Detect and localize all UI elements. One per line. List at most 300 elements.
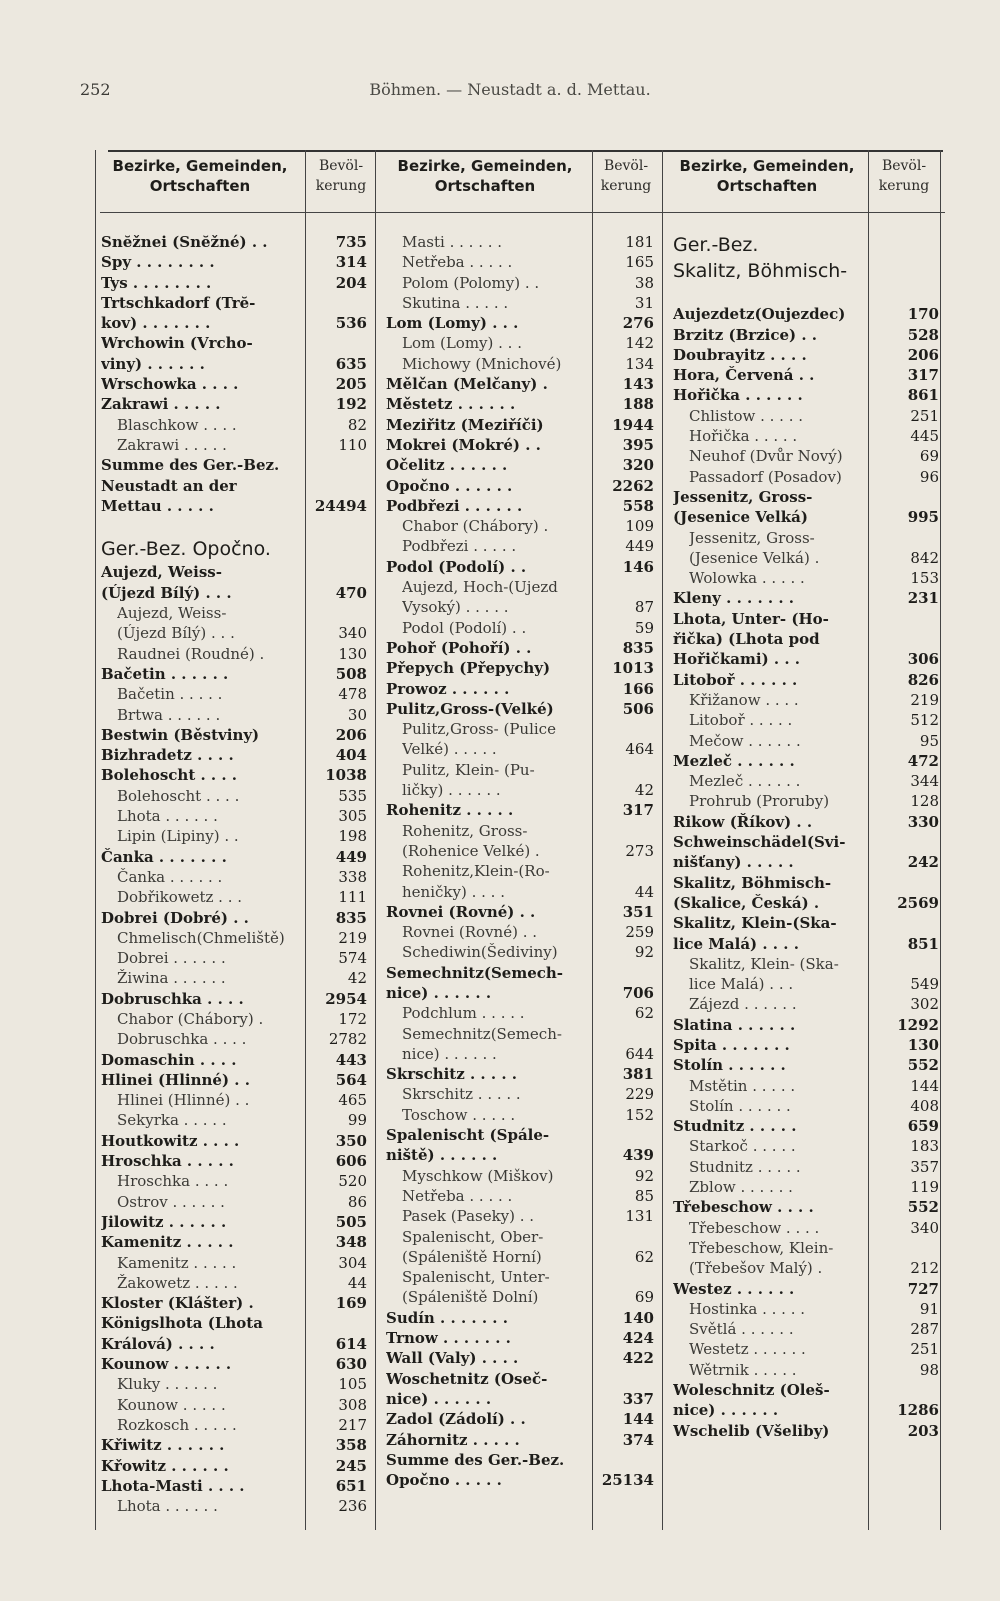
place-name: heničky) . . . .: [402, 882, 505, 901]
place-name: ličky) . . . . . .: [402, 781, 501, 800]
place-name: niště) . . . . . .: [386, 1146, 498, 1165]
table-row: [95, 374, 375, 394]
table-row: [667, 771, 945, 791]
table-row: [95, 603, 375, 623]
population-value: 204: [335, 273, 367, 292]
place-name: Neustadt an der: [101, 476, 237, 495]
header-name: Bezirke, Gemeinden, Ortschaften: [112, 157, 288, 195]
place-name: Bolehoscht . . . .: [101, 766, 238, 785]
place-name: Skrschitz . . . . .: [386, 1065, 517, 1084]
table-row: [95, 765, 375, 785]
table-row: [667, 1136, 945, 1156]
table-row: [380, 679, 662, 699]
population-value: 552: [907, 1056, 939, 1075]
place-name: nice) . . . . . .: [673, 1401, 779, 1420]
population-value: 644: [625, 1044, 654, 1063]
place-name: Myschkow (Miškov): [402, 1166, 554, 1185]
column-rule: [662, 150, 663, 1530]
table-row: [667, 325, 945, 345]
place-name: lice Malá) . . . .: [673, 934, 799, 953]
table-row: [667, 1157, 945, 1177]
population-value: 449: [625, 537, 654, 556]
table-row: [95, 1496, 375, 1516]
table-row: [667, 406, 945, 426]
place-name: Kamenitz . . . . .: [101, 1233, 234, 1252]
population-value: 130: [907, 1035, 939, 1054]
place-name: Zakrawi . . . . .: [117, 435, 227, 454]
population-value: 443: [335, 1050, 367, 1069]
place-name: Brzitz (Brzice) . .: [673, 325, 818, 344]
place-name: Bestwin (Běstviny): [101, 725, 260, 744]
table-row: [380, 1430, 662, 1450]
population-value: 338: [338, 867, 367, 886]
population-value: 340: [338, 624, 367, 643]
table-row: [380, 435, 662, 455]
population-value: 142: [625, 334, 654, 353]
population-value: 143: [622, 375, 654, 394]
table-row: [95, 989, 375, 1009]
table-row: [667, 994, 945, 1014]
table-row: [95, 1110, 375, 1130]
population-value: 42: [634, 781, 654, 800]
population-value: 229: [625, 1085, 654, 1104]
header-name: Bezirke, Gemeinden, Ortschaften: [679, 157, 855, 195]
place-name: Semechnitz(Semech-: [402, 1024, 562, 1043]
table-row: [380, 1308, 662, 1328]
place-name: Křowitz . . . . . .: [101, 1456, 229, 1475]
table-row: [380, 638, 662, 658]
column-rows: [380, 232, 662, 1490]
population-value: 231: [907, 589, 939, 608]
column-rows: [95, 232, 375, 1516]
table-row: [95, 745, 375, 765]
table-row: [667, 751, 945, 771]
table-row: [667, 1258, 945, 1278]
table-row: [667, 1055, 945, 1075]
place-name: Wall (Valy) . . . .: [386, 1349, 519, 1368]
place-name: Dobřikowetz . . .: [117, 888, 243, 907]
table-row: [667, 791, 945, 811]
population-value: 219: [910, 690, 939, 709]
table-row: [380, 1409, 662, 1429]
place-name: Summe des Ger.-Bez.: [101, 456, 280, 475]
table-row: [95, 948, 375, 968]
table-row: [667, 1015, 945, 1035]
population-value: 408: [910, 1096, 939, 1115]
population-value: 535: [338, 786, 367, 805]
place-name: Čanka . . . . . .: [117, 867, 223, 886]
place-name: Passadorf (Posadov): [689, 467, 842, 486]
place-name: Jessenitz, Gross-: [673, 487, 813, 506]
population-value: 558: [622, 496, 654, 515]
place-name: Spalenischt, Unter-: [402, 1268, 550, 1287]
place-name: Trtschkadorf (Trĕ-: [101, 293, 256, 312]
table-row: [95, 1192, 375, 1212]
place-name: Dobrei . . . . . .: [117, 949, 226, 968]
table-row: [667, 731, 945, 751]
place-name: Městetz . . . . . .: [386, 395, 516, 414]
table-row: [380, 1206, 662, 1226]
population-value: 395: [622, 435, 654, 454]
table-row: [95, 1273, 375, 1293]
table-row: [95, 394, 375, 414]
place-name: Přepych (Přepychy): [386, 659, 551, 678]
table-row: [95, 1050, 375, 1070]
table-row: [95, 1070, 375, 1090]
place-name: Masti . . . . . .: [402, 233, 503, 251]
place-name: Pohoř (Pohoří) . .: [386, 638, 532, 657]
table-row: [95, 1374, 375, 1394]
place-name: Mokrei (Mokré) . .: [386, 435, 541, 454]
population-value: 206: [907, 345, 939, 364]
place-name: kov) . . . . . . .: [101, 314, 211, 333]
place-name: Doubrayitz . . . .: [673, 345, 807, 364]
place-name: Wětrnik . . . . .: [689, 1360, 797, 1379]
table-row: [667, 1299, 945, 1319]
place-name: Králová) . . . .: [101, 1334, 215, 1353]
population-value: 381: [622, 1065, 654, 1084]
population-value: 146: [622, 557, 654, 576]
population-value: 144: [910, 1076, 939, 1095]
table-row: [667, 954, 945, 974]
population-value: 320: [622, 456, 654, 475]
table-row: [667, 893, 945, 913]
table-row: [380, 333, 662, 353]
population-value: 317: [907, 366, 939, 385]
population-value: 245: [335, 1456, 367, 1475]
place-name: Polom (Polomy) . .: [402, 273, 540, 292]
table-row: [667, 385, 945, 405]
place-name: Hlinei (Hlinné) . .: [101, 1070, 250, 1089]
place-name: Semechnitz(Semech-: [386, 963, 564, 982]
population-value: 706: [622, 983, 654, 1002]
population-value: 424: [622, 1329, 654, 1348]
place-name: Schweinschädel(Svi-: [673, 833, 846, 852]
place-name: Chabor (Chábory) .: [117, 1009, 264, 1028]
population-value: 508: [335, 664, 367, 683]
header-population: Bevöl- kerung: [600, 158, 652, 194]
population-value: 206: [335, 725, 367, 744]
place-name: Wrschowka . . . .: [101, 375, 239, 394]
place-name: Dobruschka . . . .: [117, 1030, 247, 1049]
table-row: [380, 800, 662, 820]
place-name: Žiwina . . . . . .: [117, 969, 226, 988]
place-name: Rikow (Říkov) . .: [673, 812, 813, 831]
table-row: [667, 284, 945, 304]
table-row: [667, 365, 945, 385]
population-value: 574: [338, 949, 367, 968]
population-value: 374: [622, 1430, 654, 1449]
table-row: [95, 1151, 375, 1171]
place-name: Jilowitz . . . . . .: [101, 1212, 227, 1231]
place-name: Blaschkow . . . .: [117, 415, 237, 434]
population-value: 131: [625, 1207, 654, 1226]
table-row: [667, 609, 945, 629]
place-name: Kounow . . . . . .: [101, 1355, 232, 1374]
table-row: [95, 273, 375, 293]
place-name: Sekyrka . . . . .: [117, 1111, 227, 1130]
place-name: Meziřitz (Meziříči): [386, 415, 544, 434]
table-row: [95, 1476, 375, 1496]
population-value: 520: [338, 1172, 367, 1191]
place-name: Lhota, Unter- (Ho-: [673, 609, 829, 628]
table-row: [667, 467, 945, 487]
place-name: (Jesenice Velká) .: [689, 548, 820, 567]
population-value: 350: [335, 1131, 367, 1150]
column-rule: [375, 150, 376, 1530]
table-row: [380, 1287, 662, 1307]
population-value: 205: [335, 375, 367, 394]
place-name: Woschetnitz (Oseč-: [386, 1369, 548, 1388]
table-row: [667, 934, 945, 954]
place-name: Aujezd, Hoch-(Ujezd: [402, 578, 558, 597]
place-name: (Spáleniště Dolní): [402, 1288, 539, 1307]
place-name: Mezleč . . . . . .: [689, 772, 801, 791]
table-row: [95, 232, 375, 252]
population-value: 536: [335, 314, 367, 333]
column-1: [95, 150, 375, 1540]
table-row: [667, 690, 945, 710]
population-value: 835: [335, 908, 367, 927]
table-row: [667, 974, 945, 994]
table-row: [667, 852, 945, 872]
table-row: [95, 536, 375, 562]
place-name: nice) . . . . . .: [402, 1044, 497, 1063]
table-row: [95, 1212, 375, 1232]
table-row: [667, 528, 945, 548]
place-name: Pulitz, Klein- (Pu-: [402, 760, 535, 779]
population-value: 1038: [325, 766, 367, 785]
table-row: [667, 568, 945, 588]
population-value: 276: [622, 314, 654, 333]
place-name: Hroschka . . . .: [117, 1172, 229, 1191]
table-row: [95, 968, 375, 988]
table-row: [380, 1044, 662, 1064]
population-value: 153: [910, 569, 939, 588]
table-row: [380, 536, 662, 556]
place-name: Kounow . . . . .: [117, 1395, 226, 1414]
table-row: [380, 1450, 662, 1470]
population-value: 445: [910, 427, 939, 446]
population-value: 170: [907, 305, 939, 324]
place-name: Třebeschow . . . .: [673, 1198, 814, 1217]
table-row: [95, 516, 375, 536]
place-name: Skalitz, Klein- (Ska-: [689, 954, 839, 973]
place-name: Podol (Podolí) . .: [386, 557, 527, 576]
table-row: [380, 354, 662, 374]
place-name: Spalenischt, Ober-: [402, 1227, 544, 1246]
population-value: 337: [622, 1389, 654, 1408]
table-row: [380, 861, 662, 881]
place-name: Čanka . . . . . . .: [101, 847, 227, 866]
place-name: Velké) . . . . .: [402, 740, 497, 759]
table-row: [95, 1090, 375, 1110]
table-row: [95, 415, 375, 435]
table-row: [95, 867, 375, 887]
table-row: [95, 887, 375, 907]
population-value: 217: [338, 1415, 367, 1434]
table-row: [380, 1084, 662, 1104]
population-value: 2954: [325, 989, 367, 1008]
district-heading: Skalitz, Böhmisch-: [673, 260, 848, 282]
place-name: Stolín . . . . . .: [689, 1096, 791, 1115]
place-name: Summe des Ger.-Bez.: [386, 1450, 565, 1469]
table-row: [380, 476, 662, 496]
table-row: [667, 1380, 945, 1400]
table-row: [667, 345, 945, 365]
table-row: [95, 1395, 375, 1415]
table-row: [667, 1421, 945, 1441]
place-name: Mečow . . . . . .: [689, 731, 801, 750]
population-value: 308: [338, 1395, 367, 1414]
population-value: 287: [910, 1320, 939, 1339]
table-row: [667, 258, 945, 284]
place-name: Toschow . . . . .: [402, 1105, 516, 1124]
population-value: 330: [907, 812, 939, 831]
table-row: [380, 232, 662, 252]
population-value: 85: [634, 1186, 654, 1205]
population-value: 181: [625, 233, 654, 251]
place-name: Lhota . . . . . .: [117, 1497, 218, 1516]
district-heading: Ger.-Bez.: [673, 234, 759, 256]
population-value: 172: [338, 1009, 367, 1028]
population-value: 1944: [612, 415, 654, 434]
table-row: [95, 1131, 375, 1151]
table-row: [667, 629, 945, 649]
place-name: řička) (Lhota pod: [673, 630, 820, 649]
population-value: 110: [338, 435, 367, 454]
table-row: [380, 902, 662, 922]
place-name: Aujezd, Weiss-: [101, 563, 222, 582]
table-row: [380, 760, 662, 780]
population-value: 24494: [314, 496, 367, 515]
column-2: [380, 150, 662, 1540]
table-row: [95, 1313, 375, 1333]
header-population: Bevöl- kerung: [315, 158, 367, 194]
place-name: Zájezd . . . . . .: [689, 995, 797, 1014]
population-value: 212: [910, 1259, 939, 1278]
population-value: 25134: [601, 1471, 654, 1490]
place-name: (Újezd Bílý) . . .: [117, 624, 235, 643]
table-row: [667, 446, 945, 466]
place-name: (Rohenice Velké) .: [402, 841, 540, 860]
place-name: Chabor (Chábory) .: [402, 517, 549, 536]
table-row: [380, 577, 662, 597]
place-name: Skrschitz . . . . .: [402, 1085, 521, 1104]
place-name: Bačetin . . . . . .: [101, 664, 229, 683]
population-value: 727: [907, 1279, 939, 1298]
place-name: Mezleč . . . . . .: [673, 751, 795, 770]
table-row: [95, 1334, 375, 1354]
table-row: [95, 252, 375, 272]
table-row: [667, 1076, 945, 1096]
population-value: 2782: [328, 1030, 367, 1049]
place-name: Žakowetz . . . . .: [117, 1273, 238, 1292]
place-name: Westez . . . . . .: [673, 1279, 795, 1298]
table-row: [380, 597, 662, 617]
table-row: [380, 1247, 662, 1267]
table-row: [95, 354, 375, 374]
place-name: Mstětin . . . . .: [689, 1076, 796, 1095]
running-title: Böhmen. — Neustadt a. d. Mettau.: [369, 80, 651, 99]
population-value: 109: [625, 517, 654, 536]
place-name: Starkoč . . . . .: [689, 1137, 796, 1156]
table-row: [380, 821, 662, 841]
population-value: 242: [907, 853, 939, 872]
table-row: [667, 913, 945, 933]
place-name: (Jesenice Velká): [673, 508, 808, 527]
table-row: [380, 1227, 662, 1247]
table-row: [95, 562, 375, 582]
population-value: 219: [338, 928, 367, 947]
place-name: viny) . . . . . .: [101, 354, 205, 373]
population-value: 62: [634, 1004, 654, 1023]
district-heading: Ger.-Bez. Opočno.: [101, 538, 271, 561]
population-value: 144: [622, 1410, 654, 1429]
place-name: Slatina . . . . . .: [673, 1015, 796, 1034]
population-value: 826: [907, 670, 939, 689]
table-row: [667, 1035, 945, 1055]
table-row: [667, 1116, 945, 1136]
place-name: Třebeschow, Klein-: [689, 1238, 834, 1257]
table-row: [667, 1339, 945, 1359]
population-value: 44: [634, 882, 654, 901]
population-value: 1013: [612, 659, 654, 678]
table-row: [95, 1415, 375, 1435]
place-name: Pulitz,Gross-(Velké): [386, 699, 554, 718]
table-row: [667, 588, 945, 608]
population-value: 42: [347, 969, 367, 988]
place-name: nišťany) . . . . .: [673, 853, 794, 872]
population-value: 304: [338, 1253, 367, 1272]
population-value: 659: [907, 1117, 939, 1136]
table-row: [95, 847, 375, 867]
place-name: Königslhota (Lhota: [101, 1314, 263, 1333]
place-name: Hořičkami) . . .: [673, 650, 801, 669]
table-row: [95, 1171, 375, 1191]
population-value: 82: [347, 415, 367, 434]
place-name: Lom (Lomy) . . .: [402, 334, 522, 353]
place-name: Kamenitz . . . . .: [117, 1253, 237, 1272]
place-name: Dobrei (Dobré) . .: [101, 908, 249, 927]
table-row: [380, 1369, 662, 1389]
population-value: 306: [907, 650, 939, 669]
table-row: [95, 1354, 375, 1374]
population-value: 273: [625, 841, 654, 860]
page-number: 252: [80, 80, 111, 99]
place-name: Opočno . . . . . .: [386, 476, 513, 495]
place-name: (Spáleniště Horní): [402, 1247, 542, 1266]
population-value: 470: [335, 583, 367, 602]
population-value: 861: [907, 386, 939, 405]
place-name: Zakrawi . . . . .: [101, 395, 221, 414]
place-name: Světlá . . . . . .: [689, 1320, 794, 1339]
place-name: (Skalice, Česká) .: [673, 893, 820, 912]
place-name: Studnitz . . . . .: [673, 1117, 797, 1136]
table-row: [667, 812, 945, 832]
place-name: Hořička . . . . . .: [673, 386, 803, 405]
place-name: Vysoký) . . . . .: [402, 598, 509, 617]
table-row: [667, 670, 945, 690]
place-name: Dobruschka . . . .: [101, 989, 244, 1008]
place-name: Trnow . . . . . . .: [386, 1329, 511, 1348]
table-row: [95, 623, 375, 643]
population-value: 439: [622, 1146, 654, 1165]
place-name: Rohenitz,Klein-(Ro-: [402, 862, 550, 881]
table-row: [380, 841, 662, 861]
table-row: [667, 1400, 945, 1420]
place-name: Snĕžnei (Snĕžné) . .: [101, 233, 268, 251]
